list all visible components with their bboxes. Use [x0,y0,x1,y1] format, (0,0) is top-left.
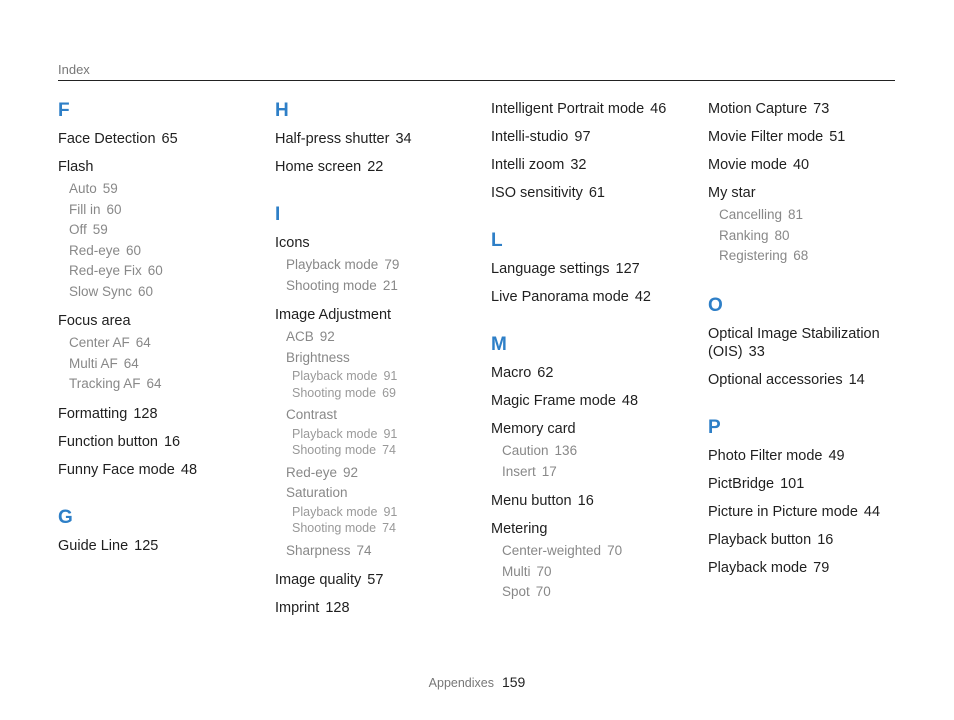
index-subsubentry[interactable] [275,504,480,521]
index-term: Center AF [69,335,130,350]
index-term: Image Adjustment [275,307,392,323]
index-entry[interactable] [491,492,696,510]
index-term: Cancelling [719,207,783,222]
footer-page-number: 159 [501,674,526,690]
index-page-number: 64 [135,335,151,350]
index-entry[interactable] [58,537,263,555]
index-page-number: 92 [343,464,359,480]
index-term: Playback button [708,531,812,548]
index-page-number: 69 [382,385,396,400]
index-term: Formatting [58,405,128,422]
index-subsubentry[interactable] [275,385,480,402]
index-term: Macro [491,365,532,381]
index-subentry[interactable] [275,483,480,504]
index-entry[interactable] [58,461,263,479]
index-page-number: 125 [134,537,159,554]
index-subentry[interactable] [275,327,480,348]
index-term: Slow Sync [69,283,133,299]
index-page-number: 65 [161,131,178,147]
index-term: Brightness [286,349,350,365]
index-subentry[interactable] [708,246,913,267]
index-subsubentry[interactable] [275,368,480,385]
index-page-number: 49 [828,447,845,464]
index-page-number: 128 [133,405,158,422]
index-page-number: 16 [817,531,834,548]
index-term: Contrast [286,407,338,422]
index-entry[interactable] [58,158,263,302]
page-header-title: Index [58,62,90,77]
index-term: Insert [502,463,536,479]
index-subentries [708,205,913,267]
index-entry[interactable] [708,559,913,577]
page-footer [0,674,954,692]
index-entry[interactable] [275,234,480,296]
section-spacer [708,277,913,295]
index-term: Half-press shutter [275,131,390,147]
index-subentry[interactable] [58,261,263,282]
index-subentry[interactable] [491,541,696,562]
index-term: Optical Image Stabilization (OIS) [708,325,880,360]
index-subsubentry[interactable] [275,442,480,459]
index-term: Picture in Picture mode [708,503,858,520]
index-subentry[interactable] [708,226,913,247]
section-spacer [491,316,696,334]
index-page-number: 68 [793,248,809,263]
index-term: Playback mode [292,369,378,383]
index-term: Saturation [286,485,348,500]
index-page-number: 70 [535,584,551,599]
index-page-number: 44 [863,503,881,520]
index-subentry[interactable] [491,562,696,583]
header-rule [58,80,895,81]
index-term: Shooting mode [292,385,377,400]
index-entry[interactable] [708,531,913,549]
index-entry[interactable] [275,158,480,176]
section-spacer [708,399,913,417]
index-page-number: 61 [588,185,605,201]
index-term: Sharpness [286,542,351,558]
index-entry[interactable] [491,128,696,146]
index-entry[interactable] [708,100,913,118]
index-term: PictBridge [708,475,775,492]
index-page-number: 74 [382,521,396,535]
index-term: Intelli-studio [491,129,569,145]
index-page-number: 32 [570,157,587,173]
index-entry[interactable] [491,100,696,118]
index-term: Intelli zoom [491,157,565,173]
index-column-4 [708,100,913,587]
index-term: Spot [502,584,530,599]
index-subentry[interactable] [275,405,480,426]
index-term: Movie Filter mode [708,129,824,145]
index-page-number: 33 [748,343,765,360]
index-page-number: 57 [367,572,384,588]
index-page-number: 79 [813,559,830,576]
index-subentry[interactable] [58,282,263,303]
index-subentry[interactable] [58,374,263,395]
index-entry[interactable] [58,130,263,148]
index-page-number: 70 [536,563,552,579]
index-entry[interactable] [491,288,696,306]
index-page-number: 21 [382,277,398,293]
index-term: Shooting mode [292,443,377,457]
index-term: Multi AF [69,355,118,371]
index-entry[interactable] [491,156,696,174]
index-entry[interactable] [58,433,263,451]
index-term: My star [708,185,756,201]
index-term: Photo Filter mode [708,447,823,464]
index-term: Menu button [491,493,572,509]
index-term: Fill in [69,201,101,217]
index-page-number: 46 [650,101,667,117]
index-subentries [491,541,696,603]
section-spacer [275,186,480,204]
index-page-number: 40 [792,157,810,173]
index-subentry[interactable] [58,220,263,241]
index-page-number: 34 [395,131,412,147]
index-term: Movie mode [708,157,787,173]
index-subentry[interactable] [58,179,263,200]
index-page-number: 70 [607,543,623,558]
index-page-number: 17 [541,463,557,479]
section-letter: I [275,204,281,225]
index-page-number: 73 [813,101,830,117]
index-page-number: 60 [106,201,122,217]
index-term: Red-eye [286,464,338,480]
index-page-number: 16 [163,433,181,450]
index-subentries [275,255,480,296]
index-term: Face Detection [58,131,156,147]
index-term: Tracking AF [69,376,141,391]
index-term: Home screen [275,159,362,175]
index-term: Playback mode [292,426,378,441]
section-spacer [491,212,696,230]
index-page-number: 16 [577,493,594,509]
index-term: Optional accessories [708,371,843,388]
index-term: Playback mode [292,504,378,519]
index-subentry[interactable] [58,333,263,354]
index-term: Center-weighted [502,543,602,558]
section-letter: G [58,506,73,528]
index-term: Intelligent Portrait mode [491,101,645,117]
index-subentry[interactable] [275,463,480,484]
section-spacer [58,489,263,507]
index-page-number: 97 [574,129,591,145]
index-page-number: 91 [383,504,398,519]
index-term: Funny Face mode [58,461,175,478]
index-term: ACB [286,329,314,344]
section-letter: P [708,416,721,438]
index-entry[interactable] [58,405,263,423]
index-term: Focus area [58,313,131,329]
index-term: Flash [58,159,94,175]
index-entry[interactable] [491,520,696,603]
index-page-number: 81 [788,207,804,222]
index-subentry[interactable] [58,200,263,221]
index-subentries [275,327,480,561]
section-letter: F [58,100,70,121]
index-entry[interactable] [708,503,913,521]
index-page-number: 91 [383,369,398,383]
index-page-number: 79 [384,257,400,272]
index-entry[interactable] [708,128,913,146]
index-column-2 [275,100,480,627]
index-subentries [58,333,263,395]
index-term: Caution [502,443,549,458]
index-subentry[interactable] [491,582,696,603]
index-subentries [491,441,696,482]
section-letter: H [275,100,289,121]
index-page-number: 101 [780,475,805,492]
section-letter: O [708,294,723,316]
index-page-number: 92 [319,329,335,344]
index-subsubentry[interactable] [275,426,480,443]
index-subentries [58,179,263,302]
index-entry[interactable] [491,364,696,382]
index-term: Playback mode [708,559,808,576]
index-page-number: 74 [382,443,396,457]
index-entry[interactable] [708,325,913,361]
index-term: Multi [502,563,531,579]
index-subentry[interactable] [491,462,696,483]
section-letter: M [491,334,507,355]
index-term: Live Panorama mode [491,289,629,305]
index-page-number: 42 [634,289,651,305]
index-term: Red-eye Fix [69,263,142,278]
footer-section: Appendixes [428,676,494,690]
index-page-number: 80 [774,227,790,243]
index-term: Imprint [275,600,320,616]
index-subsubentry[interactable] [275,520,480,537]
index-page-number: 60 [138,283,154,299]
index-entry[interactable] [491,420,696,482]
index-page-number: 59 [102,181,118,196]
index-term: Shooting mode [286,277,377,293]
index-page-number: 48 [180,461,198,478]
index-term: Function button [58,433,158,450]
index-entry[interactable] [275,130,480,148]
index-page-number: 22 [367,159,384,175]
index-term: Magic Frame mode [491,393,616,409]
index-subentry[interactable] [275,541,480,562]
index-subentry[interactable] [58,354,263,375]
section-letter: L [491,230,503,251]
index-page-number: 60 [147,263,163,278]
index-term: Memory card [491,421,576,437]
index-column-1 [58,100,263,565]
index-subentry[interactable] [708,205,913,226]
index-subentry[interactable] [275,348,480,369]
index-term: Playback mode [286,257,379,272]
index-term: Metering [491,521,548,537]
index-term: Registering [719,248,788,263]
index-page-number: 127 [615,261,640,277]
index-term: Red-eye [69,242,121,258]
index-subentry[interactable] [275,255,480,276]
index-entry[interactable] [708,156,913,174]
index-entry[interactable] [708,447,913,465]
index-entry[interactable] [58,312,263,395]
index-page-number: 64 [146,376,162,391]
index-entry[interactable] [491,184,696,202]
index-page-number: 62 [537,365,554,381]
index-term: Guide Line [58,537,129,554]
index-entry[interactable] [275,306,480,561]
index-entry[interactable] [491,392,696,410]
index-entry[interactable] [708,184,913,267]
index-page-number: 59 [92,222,108,237]
index-entry[interactable] [708,475,913,493]
index-term: Auto [69,181,97,196]
index-subentry[interactable] [491,441,696,462]
index-entry[interactable] [275,599,480,617]
index-term: Language settings [491,261,610,277]
index-column-3 [491,100,696,613]
index-page-number: 64 [123,355,139,371]
index-page-number: 51 [829,129,846,145]
index-term: Image quality [275,572,362,588]
index-entry[interactable] [708,371,913,389]
index-page-number: 48 [621,393,639,409]
index-term: Shooting mode [292,521,377,535]
index-term: Off [69,222,87,237]
index-page-number: 14 [848,371,865,388]
index-subentry[interactable] [58,241,263,262]
index-term: Motion Capture [708,101,808,117]
index-page-number: 136 [554,443,578,458]
index-page-number: 91 [383,426,398,441]
index-term: Ranking [719,227,769,243]
index-term: Icons [275,235,310,251]
index-subentry[interactable] [275,276,480,297]
index-entry[interactable] [275,571,480,589]
index-page-number: 74 [356,542,372,558]
index-page-number: 128 [325,600,350,616]
index-term: ISO sensitivity [491,185,583,201]
index-page-number: 60 [126,242,142,258]
index-entry[interactable] [491,260,696,278]
